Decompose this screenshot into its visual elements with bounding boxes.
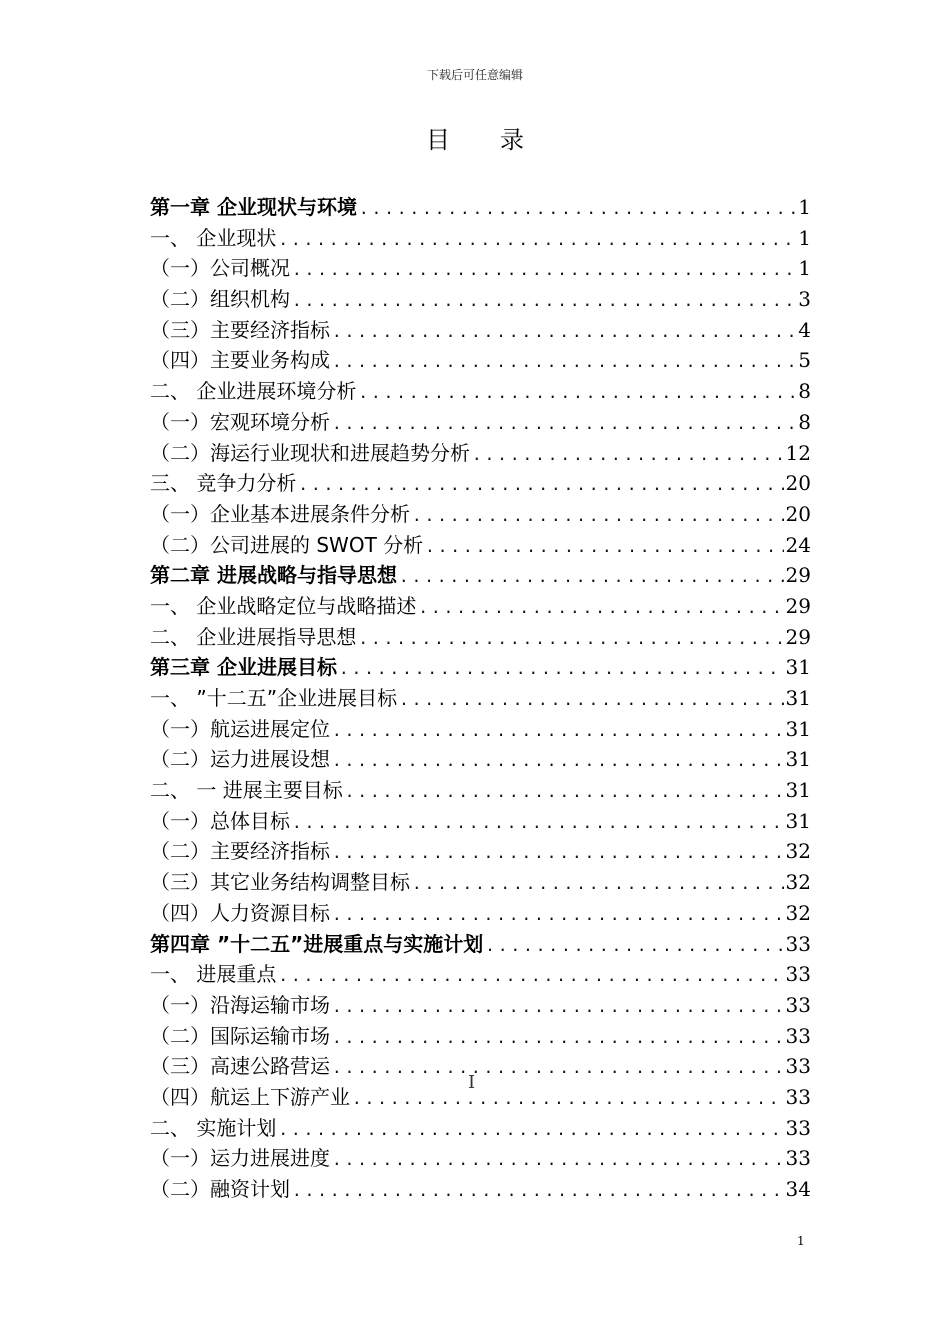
toc-entry-label: （二）运力进展设想 bbox=[150, 747, 330, 772]
toc-leader-dots bbox=[292, 1176, 784, 1207]
toc-entry-page: 32 bbox=[785, 839, 811, 864]
toc-entry-label: （二）融资计划 bbox=[150, 1177, 290, 1201]
toc-entry-label: （一）企业基本进展条件分析 bbox=[150, 501, 410, 526]
toc-entry-page: 32 bbox=[785, 870, 811, 895]
toc-leader-dots bbox=[332, 1053, 784, 1084]
toc-entry[interactable] bbox=[150, 376, 811, 407]
toc-entry-label: （三）高速公路营运 bbox=[150, 1054, 330, 1079]
header-note: 下载后可任意编辑 bbox=[426, 68, 523, 82]
toc-leader-dots bbox=[278, 1115, 783, 1146]
toc-title bbox=[0, 120, 950, 155]
toc-leader-dots bbox=[332, 347, 796, 378]
toc-title-char-2: 录 bbox=[500, 126, 524, 154]
toc-entry-label: （二）组织机构 bbox=[150, 287, 290, 312]
toc-entry-page: 33 bbox=[785, 1146, 811, 1171]
toc-entry-label: 一、 进展重点 bbox=[150, 962, 277, 987]
toc-entry-page: 12 bbox=[785, 440, 811, 465]
toc-leader-dots bbox=[332, 317, 796, 348]
toc-leader-dots bbox=[352, 1084, 784, 1115]
toc-entry[interactable] bbox=[150, 959, 811, 990]
toc-entry-page: 31 bbox=[785, 747, 811, 772]
toc-entry[interactable] bbox=[150, 806, 811, 837]
toc-entry-label: （二）公司进展的 SWOT 分析 bbox=[150, 532, 424, 557]
toc-entry[interactable] bbox=[150, 253, 811, 284]
toc-entry[interactable] bbox=[150, 1143, 811, 1174]
toc-leader-dots bbox=[485, 931, 783, 962]
toc-leader-dots bbox=[399, 685, 783, 716]
toc-leader-dots bbox=[345, 777, 784, 808]
toc-entry-page: 33 bbox=[785, 1084, 811, 1109]
toc-entry-page: 31 bbox=[785, 655, 811, 680]
toc-entry-page: 31 bbox=[785, 716, 811, 741]
toc-entry-page: 1 bbox=[798, 195, 811, 219]
toc-leader-dots bbox=[358, 378, 796, 409]
toc-entry-page: 29 bbox=[785, 624, 811, 649]
toc-entry[interactable] bbox=[150, 284, 811, 315]
toc-entry[interactable] bbox=[150, 898, 811, 929]
toc-entry[interactable] bbox=[150, 683, 811, 714]
toc-leader-dots bbox=[412, 501, 784, 532]
toc-entry-page: 3 bbox=[798, 287, 811, 312]
toc-leader-dots bbox=[332, 409, 796, 440]
toc-leader-dots bbox=[292, 808, 784, 839]
toc-leader-dots bbox=[418, 593, 783, 624]
toc-entry-page: 5 bbox=[798, 348, 811, 373]
toc-entry-label: 二、 企业进展指导思想 bbox=[150, 624, 357, 649]
toc-leader-dots bbox=[332, 838, 784, 869]
toc-entry[interactable] bbox=[150, 1021, 811, 1052]
toc-entry[interactable] bbox=[150, 775, 811, 806]
toc-leader-dots bbox=[399, 562, 784, 593]
toc-entry[interactable] bbox=[150, 867, 811, 898]
toc-entry[interactable] bbox=[150, 407, 811, 438]
toc-entry-label: （三）主要经济指标 bbox=[150, 317, 330, 342]
toc-leader-dots bbox=[332, 1023, 784, 1054]
toc-leader-dots bbox=[359, 194, 796, 225]
toc-entry-label: （二）主要经济指标 bbox=[150, 839, 330, 864]
toc-leader-dots bbox=[292, 286, 796, 317]
toc-entry-label: （一）航运进展定位 bbox=[150, 716, 330, 741]
toc-entry-label: 二、 实施计划 bbox=[150, 1115, 277, 1140]
toc-entry-page: 8 bbox=[798, 379, 811, 404]
page-number: 1 bbox=[797, 1234, 805, 1248]
toc-chapter-entry[interactable] bbox=[150, 652, 811, 683]
toc-entry-page: 33 bbox=[785, 1023, 811, 1048]
toc-entry[interactable] bbox=[150, 1174, 811, 1205]
toc-leader-dots bbox=[332, 992, 784, 1023]
toc-entry[interactable] bbox=[150, 1082, 811, 1113]
toc-entry-label: （一）总体目标 bbox=[150, 808, 290, 833]
toc-entry-page: 20 bbox=[785, 471, 811, 496]
toc-entry-label: （二）国际运输市场 bbox=[150, 1023, 330, 1048]
toc-entry-label: 二、 企业进展环境分析 bbox=[150, 379, 357, 404]
toc-entry-page: 24 bbox=[785, 532, 811, 557]
toc-list bbox=[150, 192, 811, 1205]
toc-entry-label: （二）海运行业现状和进展趋势分析 bbox=[150, 440, 470, 465]
toc-entry[interactable] bbox=[150, 438, 811, 469]
toc-entry-label: 三、 竞争力分析 bbox=[150, 471, 297, 496]
toc-entry-label: 一、 企业战略定位与战略描述 bbox=[150, 593, 417, 618]
toc-entry-page: 31 bbox=[785, 808, 811, 833]
toc-entry-page: 33 bbox=[785, 931, 811, 956]
toc-entry[interactable] bbox=[150, 714, 811, 745]
toc-entry[interactable] bbox=[150, 990, 811, 1021]
toc-entry-page: 34 bbox=[785, 1177, 811, 1201]
toc-entry[interactable] bbox=[150, 836, 811, 867]
toc-leader-dots bbox=[358, 624, 783, 655]
toc-leader-dots bbox=[278, 961, 783, 992]
toc-entry[interactable] bbox=[150, 223, 811, 254]
toc-entry-label: （一）沿海运输市场 bbox=[150, 992, 330, 1017]
toc-leader-dots bbox=[332, 900, 784, 931]
toc-entry-label: （一）公司概况 bbox=[150, 256, 290, 281]
toc-chapter-entry[interactable] bbox=[150, 192, 811, 223]
toc-entry[interactable] bbox=[150, 1051, 811, 1082]
toc-entry[interactable] bbox=[150, 345, 811, 376]
toc-chapter-entry[interactable] bbox=[150, 929, 811, 960]
toc-leader-dots bbox=[278, 225, 796, 256]
toc-entry-page: 33 bbox=[785, 1054, 811, 1079]
toc-entry-page: 1 bbox=[798, 256, 811, 281]
toc-entry[interactable] bbox=[150, 591, 811, 622]
toc-entry-label: 一、 企业现状 bbox=[150, 225, 277, 250]
toc-leader-dots bbox=[332, 746, 784, 777]
toc-entry[interactable] bbox=[150, 744, 811, 775]
toc-leader-dots bbox=[412, 869, 784, 900]
toc-leader-dots bbox=[472, 440, 784, 471]
toc-leader-dots bbox=[298, 470, 783, 501]
toc-leader-dots bbox=[339, 654, 784, 685]
text-cursor-icon: I bbox=[468, 1072, 476, 1093]
toc-leader-dots bbox=[332, 1145, 784, 1176]
toc-entry-label: 第二章 进展战略与指导思想 bbox=[150, 563, 397, 588]
toc-leader-dots bbox=[332, 716, 784, 747]
toc-entry-page: 33 bbox=[785, 962, 811, 987]
toc-leader-dots bbox=[292, 255, 796, 286]
toc-entry-label: （一）宏观环境分析 bbox=[150, 409, 330, 434]
toc-entry-label: 第四章 ”十二五”进展重点与实施计划 bbox=[150, 931, 484, 956]
toc-leader-dots bbox=[425, 532, 783, 563]
toc-entry-label: （四）航运上下游产业 bbox=[150, 1084, 350, 1109]
toc-entry-label: 第一章 企业现状与环境 bbox=[150, 195, 357, 219]
toc-entry-page: 29 bbox=[785, 563, 811, 588]
toc-entry[interactable] bbox=[150, 530, 811, 561]
toc-entry[interactable] bbox=[150, 499, 811, 530]
toc-title-char-1: 目 bbox=[426, 126, 450, 154]
toc-chapter-entry[interactable] bbox=[150, 560, 811, 591]
toc-entry-page: 32 bbox=[785, 900, 811, 925]
toc-entry-label: 一、 ”十二五”企业进展目标 bbox=[150, 686, 398, 710]
toc-entry-page: 20 bbox=[785, 501, 811, 526]
toc-entry[interactable] bbox=[150, 622, 811, 653]
toc-entry-label: （一）运力进展进度 bbox=[150, 1146, 330, 1171]
toc-entry-page: 29 bbox=[785, 593, 811, 618]
toc-entry-label: （四）主要业务构成 bbox=[150, 348, 330, 373]
toc-entry-page: 31 bbox=[785, 686, 811, 710]
toc-entry-page: 8 bbox=[798, 409, 811, 434]
toc-entry-label: 第三章 企业进展目标 bbox=[150, 655, 337, 680]
toc-entry-page: 4 bbox=[798, 317, 811, 342]
toc-entry-label: （三）其它业务结构调整目标 bbox=[150, 870, 410, 895]
toc-entry[interactable] bbox=[150, 315, 811, 346]
toc-entry[interactable] bbox=[150, 468, 811, 499]
toc-entry[interactable] bbox=[150, 1113, 811, 1144]
toc-entry-label: 二、 一 进展主要目标 bbox=[150, 778, 343, 803]
toc-entry-label: （四）人力资源目标 bbox=[150, 900, 330, 925]
toc-entry-page: 33 bbox=[785, 992, 811, 1017]
toc-entry-page: 31 bbox=[785, 778, 811, 803]
toc-entry-page: 33 bbox=[785, 1115, 811, 1140]
toc-entry-page: 1 bbox=[798, 225, 811, 250]
